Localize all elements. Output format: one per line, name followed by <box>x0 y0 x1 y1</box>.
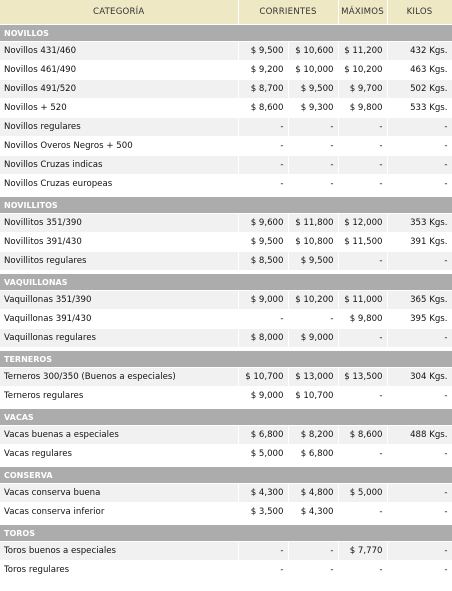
row-maximos: - <box>338 175 387 194</box>
row-corrientes-min: $ 6,800 <box>238 426 288 445</box>
row-corrientes-max: $ 10,600 <box>288 42 338 61</box>
row-maximos: $ 13,500 <box>338 368 387 387</box>
row-kilos: - <box>387 252 452 271</box>
row-kilos: 463 Kgs. <box>387 61 452 80</box>
row-corrientes-max: - <box>288 156 338 175</box>
section-title: CONSERVA <box>0 467 452 484</box>
row-corrientes-max: $ 9,500 <box>288 80 338 99</box>
row-corrientes-min: - <box>238 542 288 561</box>
row-maximos: $ 9,800 <box>338 99 387 118</box>
row-category: Vacas regulares <box>0 445 238 464</box>
table-row <box>0 42 452 61</box>
row-corrientes-max: $ 8,200 <box>288 426 338 445</box>
row-kilos: - <box>387 561 452 580</box>
section-title: TOROS <box>0 525 452 542</box>
section-header <box>0 409 452 426</box>
row-corrientes-min: $ 9,500 <box>238 233 288 252</box>
row-maximos: - <box>338 137 387 156</box>
row-corrientes-max: $ 6,800 <box>288 445 338 464</box>
table-row <box>0 252 452 271</box>
row-category: Novillos + 520 <box>0 99 238 118</box>
row-maximos: $ 9,800 <box>338 310 387 329</box>
section-title: NOVILLOS <box>0 25 452 42</box>
row-category: Novillos Overos Negros + 500 <box>0 137 238 156</box>
row-corrientes-min: $ 4,300 <box>238 484 288 503</box>
row-corrientes-min: - <box>238 310 288 329</box>
row-corrientes-min: $ 9,500 <box>238 42 288 61</box>
header-maximos: MÁXIMOS <box>338 0 387 25</box>
row-corrientes-max: $ 11,800 <box>288 214 338 233</box>
row-corrientes-min: $ 9,000 <box>238 291 288 310</box>
row-maximos: - <box>338 445 387 464</box>
row-corrientes-max: - <box>288 137 338 156</box>
row-kilos: 391 Kgs. <box>387 233 452 252</box>
row-kilos: 502 Kgs. <box>387 80 452 99</box>
row-corrientes-max: - <box>288 542 338 561</box>
row-maximos: $ 11,500 <box>338 233 387 252</box>
section-title: VACAS <box>0 409 452 426</box>
section-header <box>0 525 452 542</box>
row-corrientes-min: $ 9,000 <box>238 387 288 406</box>
row-kilos: - <box>387 329 452 348</box>
row-category: Terneros 300/350 (Buenos a especiales) <box>0 368 238 387</box>
header-row <box>0 0 452 25</box>
table-row <box>0 310 452 329</box>
row-kilos: - <box>387 542 452 561</box>
row-corrientes-min: $ 9,200 <box>238 61 288 80</box>
row-maximos: $ 5,000 <box>338 484 387 503</box>
row-maximos: - <box>338 387 387 406</box>
row-corrientes-min: - <box>238 175 288 194</box>
row-kilos: - <box>387 118 452 137</box>
row-corrientes-min: $ 8,700 <box>238 80 288 99</box>
section-header <box>0 351 452 368</box>
section-title: VAQUILLONAS <box>0 274 452 291</box>
row-corrientes-min: $ 9,600 <box>238 214 288 233</box>
row-maximos: $ 11,200 <box>338 42 387 61</box>
table-body <box>0 25 452 580</box>
row-category: Vaquillonas regulares <box>0 329 238 348</box>
row-maximos: - <box>338 561 387 580</box>
row-corrientes-max: - <box>288 175 338 194</box>
row-kilos: - <box>387 387 452 406</box>
row-category: Novillos regulares <box>0 118 238 137</box>
row-corrientes-max: - <box>288 310 338 329</box>
row-corrientes-max: $ 9,300 <box>288 99 338 118</box>
row-corrientes-min: - <box>238 118 288 137</box>
row-maximos: - <box>338 329 387 348</box>
table-row <box>0 291 452 310</box>
row-kilos: - <box>387 445 452 464</box>
row-maximos: - <box>338 118 387 137</box>
row-corrientes-min: - <box>238 561 288 580</box>
row-corrientes-max: $ 13,000 <box>288 368 338 387</box>
row-corrientes-min: $ 3,500 <box>238 503 288 522</box>
row-category: Toros buenos a especiales <box>0 542 238 561</box>
row-category: Novillos 431/460 <box>0 42 238 61</box>
table-row <box>0 329 452 348</box>
table-row <box>0 156 452 175</box>
row-kilos: 395 Kgs. <box>387 310 452 329</box>
row-category: Vaquillonas 391/430 <box>0 310 238 329</box>
section-header <box>0 197 452 214</box>
section-header <box>0 274 452 291</box>
row-category: Vaquillonas 351/390 <box>0 291 238 310</box>
row-category: Novillos Cruzas europeas <box>0 175 238 194</box>
section-header <box>0 25 452 42</box>
row-kilos: 533 Kgs. <box>387 99 452 118</box>
row-category: Toros regulares <box>0 561 238 580</box>
row-corrientes-max: $ 10,800 <box>288 233 338 252</box>
row-corrientes-max: $ 4,300 <box>288 503 338 522</box>
row-kilos: 432 Kgs. <box>387 42 452 61</box>
header-corrientes: CORRIENTES <box>238 0 338 25</box>
row-corrientes-max: $ 9,000 <box>288 329 338 348</box>
row-category: Novillos 461/490 <box>0 61 238 80</box>
row-maximos: - <box>338 503 387 522</box>
section-title: NOVILLITOS <box>0 197 452 214</box>
table-row <box>0 118 452 137</box>
row-category: Novillos Cruzas indicas <box>0 156 238 175</box>
header-categoria: CATEGORÍA <box>0 0 238 25</box>
table-row <box>0 387 452 406</box>
row-corrientes-max: $ 4,800 <box>288 484 338 503</box>
row-maximos: - <box>338 252 387 271</box>
row-maximos: $ 11,000 <box>338 291 387 310</box>
row-category: Vacas conserva buena <box>0 484 238 503</box>
row-maximos: - <box>338 156 387 175</box>
row-maximos: $ 7,770 <box>338 542 387 561</box>
row-kilos: 365 Kgs. <box>387 291 452 310</box>
row-kilos: 304 Kgs. <box>387 368 452 387</box>
row-corrientes-min: $ 10,700 <box>238 368 288 387</box>
row-corrientes-max: $ 10,700 <box>288 387 338 406</box>
row-maximos: $ 10,200 <box>338 61 387 80</box>
table-row <box>0 426 452 445</box>
row-category: Novillitos 351/390 <box>0 214 238 233</box>
table-row <box>0 503 452 522</box>
row-corrientes-min: $ 8,000 <box>238 329 288 348</box>
row-corrientes-min: - <box>238 137 288 156</box>
row-corrientes-max: $ 9,500 <box>288 252 338 271</box>
table-row <box>0 214 452 233</box>
row-corrientes-max: - <box>288 561 338 580</box>
table-row <box>0 561 452 580</box>
table-row <box>0 445 452 464</box>
row-corrientes-max: $ 10,200 <box>288 291 338 310</box>
row-kilos: 488 Kgs. <box>387 426 452 445</box>
row-maximos: $ 8,600 <box>338 426 387 445</box>
section-title: TERNEROS <box>0 351 452 368</box>
section-header <box>0 467 452 484</box>
row-category: Vacas conserva inferior <box>0 503 238 522</box>
row-kilos: - <box>387 175 452 194</box>
table-row <box>0 175 452 194</box>
row-category: Terneros regulares <box>0 387 238 406</box>
table-row <box>0 99 452 118</box>
row-corrientes-min: $ 8,500 <box>238 252 288 271</box>
row-kilos: - <box>387 484 452 503</box>
row-kilos: - <box>387 156 452 175</box>
header-kilos: KILOS <box>387 0 452 25</box>
table-row <box>0 542 452 561</box>
row-category: Vacas buenas a especiales <box>0 426 238 445</box>
row-category: Novillos 491/520 <box>0 80 238 99</box>
row-kilos: - <box>387 137 452 156</box>
row-corrientes-min: $ 5,000 <box>238 445 288 464</box>
table-row <box>0 233 452 252</box>
row-maximos: $ 12,000 <box>338 214 387 233</box>
row-corrientes-max: $ 10,000 <box>288 61 338 80</box>
row-corrientes-min: - <box>238 156 288 175</box>
row-corrientes-min: $ 8,600 <box>238 99 288 118</box>
row-maximos: $ 9,700 <box>338 80 387 99</box>
row-category: Novillitos 391/430 <box>0 233 238 252</box>
table-row <box>0 80 452 99</box>
row-kilos: - <box>387 503 452 522</box>
table-row <box>0 368 452 387</box>
table-row <box>0 484 452 503</box>
row-corrientes-max: - <box>288 118 338 137</box>
table-row <box>0 61 452 80</box>
row-kilos: 353 Kgs. <box>387 214 452 233</box>
table-row <box>0 137 452 156</box>
row-category: Novillitos regulares <box>0 252 238 271</box>
